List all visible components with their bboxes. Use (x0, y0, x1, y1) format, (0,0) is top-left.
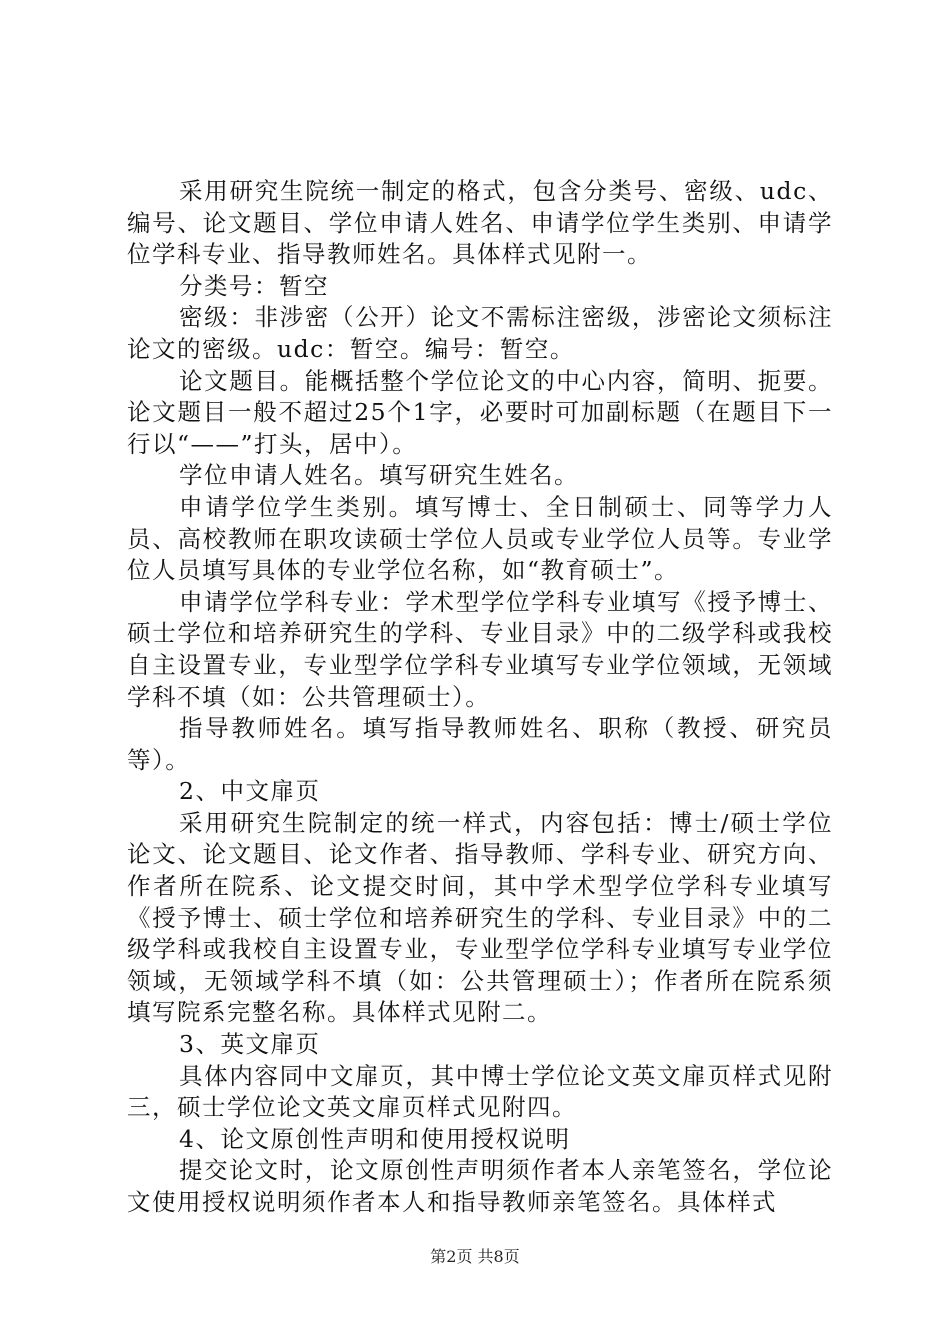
paragraph: 申请学位学科专业：学术型学位学科专业填写《授予博士、硕士学位和培养研究生的学科、专业目录》中的二级学科或我校自主设置专业，专业型学位学科专业填写专业学位领域，无领域学科不填（如：公共管理硕士）。 (127, 587, 833, 711)
section-heading: 2、中文扉页 (179, 777, 321, 806)
section-heading: 3、英文扉页 (179, 1030, 321, 1059)
paragraph: 密级：非涉密（公开）论文不需标注密级，涉密论文须标注论文的密级。udc：暂空。编号：暂空。 (127, 303, 833, 363)
paragraph: 分类号：暂空 (179, 271, 329, 300)
paragraph: 申请学位学生类别。填写博士、全日制硕士、同等学力人员、高校教师在职攻读硕士学位人员或专业学位人员等。专业学位人员填写具体的专业学位名称，如“教育硕士”。 (127, 492, 833, 585)
paragraph: 提交论文时，论文原创性声明须作者本人亲笔签名，学位论文使用授权说明须作者本人和指导教师亲笔签名。具体样式 (127, 1156, 833, 1216)
paragraph: 论文题目。能概括整个学位论文的中心内容，简明、扼要。论文题目一般不超过25个1字，必要时可加副标题（在题目下一行以“——”打头，居中）。 (127, 366, 833, 458)
paragraph: 指导教师姓名。填写指导教师姓名、职称（教授、研究员等）。 (127, 714, 833, 774)
page-number-footer: 第2页 共8页 (430, 1247, 520, 1266)
section-heading: 4、论文原创性声明和使用授权说明 (179, 1124, 571, 1153)
paragraph: 采用研究生院制定的统一样式，内容包括：博士/硕士学位论文、论文题目、论文作者、指导教师、学科专业、研究方向、作者所在院系、论文提交时间，其中学术型学位学科专业填写《授予博士、硕士学位和培养研究生的学科、专业目录》中的二级学科或我校自主设置专业，专业型学位学科专业填写专业学位领域，无领域学科不填（如：公共管理硕士）；作者所在院系须填写院系完整名称。具体样式见附二。 (127, 808, 833, 1027)
paragraph: 具体内容同中文扉页，其中博士学位论文英文扉页样式见附三，硕士学位论文英文扉页样式见附四。 (127, 1061, 833, 1122)
paragraph: 采用研究生院统一制定的格式，包含分类号、密级、udc、编号、论文题目、学位申请人姓名、申请学位学生类别、申请学位学科专业、指导教师姓名。具体样式见附一。 (127, 177, 833, 269)
document-body (127, 176, 833, 1219)
paragraph: 学位申请人姓名。填写研究生姓名。 (179, 461, 579, 490)
